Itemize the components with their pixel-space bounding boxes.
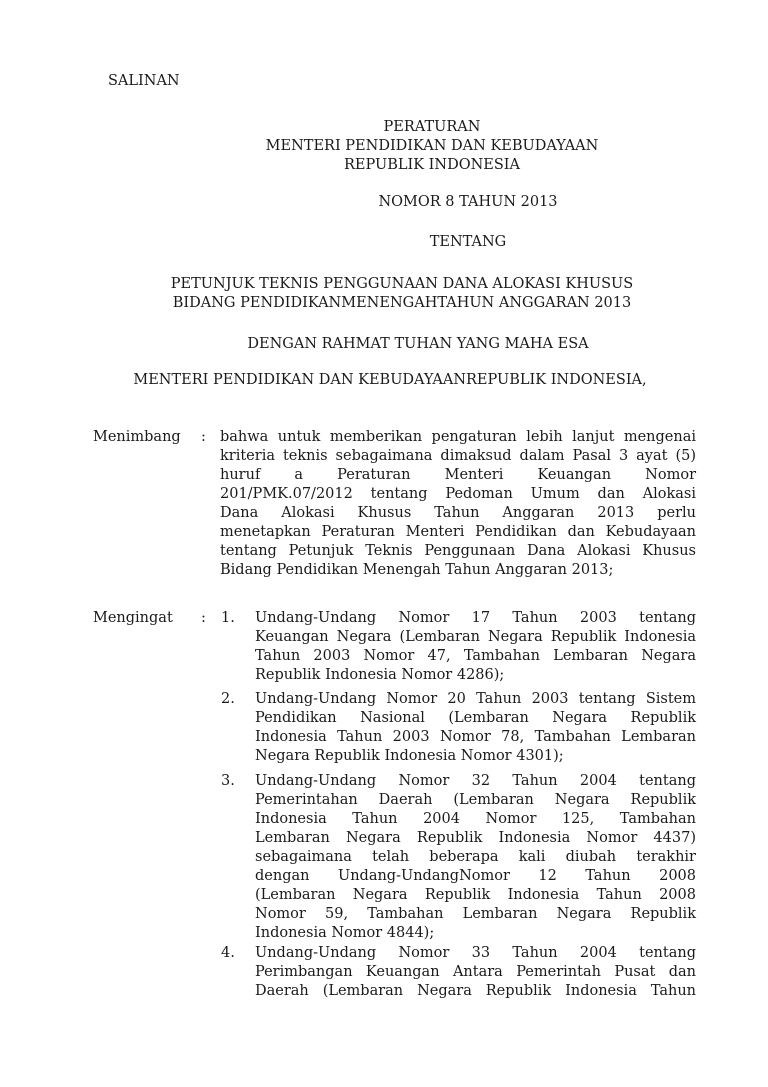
menimbang-colon: : (201, 429, 206, 445)
mengingat-item (255, 690, 696, 766)
menimbang-line: tentang Petunjuk Teknis Penggunaan Dana Alokasi Khusus (220, 543, 696, 559)
menimbang-line: huruf a Peraturan Menteri Keuangan Nomor (220, 467, 696, 483)
mengingat-item-number: 1. (221, 610, 235, 626)
mengingat-label: Mengingat (93, 610, 173, 626)
mengingat-item (255, 944, 696, 1001)
subject-line-1: PETUNJUK TEKNIS PENGGUNAAN DANA ALOKASI KHUSUS (170, 276, 634, 292)
mengingat-line: Indonesia Nomor 4844); (255, 925, 435, 941)
mengingat-item (255, 772, 696, 943)
menimbang-line: menetapkan Peraturan Menteri Pendidikan dan Kebudayaan (220, 524, 696, 540)
subject-heading (60, 275, 732, 313)
regulation-title: PERATURAN (383, 119, 481, 135)
regulation-heading (60, 118, 732, 175)
menimbang-label: Menimbang (93, 429, 181, 445)
mengingat-line: Republik Indonesia Nomor 4286); (255, 667, 505, 683)
subject-line-2: BIDANG PENDIDIKANMENENGAHTAHUN ANGGARAN 2013 (172, 295, 632, 311)
blessing-line: DENGAN RAHMAT TUHAN YANG MAHA ESA (247, 336, 589, 352)
menimbang-line: 201/PMK.07/2012 tentang Pedoman Umum dan Alokasi (220, 486, 696, 502)
mengingat-line: dengan Undang-UndangNomor 12 Tahun 2008 (255, 868, 696, 884)
regulation-number: NOMOR 8 TAHUN 2013 (378, 194, 558, 210)
mengingat-item (255, 609, 696, 685)
country-title: REPUBLIK INDONESIA (343, 157, 520, 173)
mengingat-line: Keuangan Negara (Lembaran Negara Republik Indonesia (255, 629, 696, 645)
mengingat-item-number: 4. (221, 945, 235, 961)
menimbang-paragraph (220, 428, 696, 580)
mengingat-line: Undang-Undang Nomor 32 Tahun 2004 tentang (255, 773, 696, 789)
mengingat-item-number: 2. (221, 691, 235, 707)
mengingat-line: (Lembaran Negara Republik Indonesia Tahun 2008 (255, 887, 696, 903)
menimbang-line: bahwa untuk memberikan pengaturan lebih lanjut mengenai (220, 429, 696, 445)
issuer-line: MENTERI PENDIDIKAN DAN KEBUDAYAANREPUBLIK INDONESIA, (133, 372, 647, 388)
mengingat-line: Nomor 59, Tambahan Lembaran Negara Republik (255, 906, 696, 922)
mengingat-item-number: 3. (221, 773, 235, 789)
mengingat-line: Indonesia Tahun 2003 Nomor 78, Tambahan Lembaran (255, 729, 696, 745)
mengingat-line: Negara Republik Indonesia Nomor 4301); (255, 748, 564, 764)
copy-label: SALINAN (108, 73, 180, 89)
mengingat-line: Pemerintahan Daerah (Lembaran Negara Republik (255, 792, 696, 808)
minister-title: MENTERI PENDIDIKAN DAN KEBUDAYAAN (265, 138, 599, 154)
mengingat-line: sebagaimana telah beberapa kali diubah terakhir (255, 849, 696, 865)
menimbang-line: Dana Alokasi Khusus Tahun Anggaran 2013 perlu (220, 505, 696, 521)
mengingat-colon: : (201, 610, 206, 626)
menimbang-line: Bidang Pendidikan Menengah Tahun Anggaran 2013; (220, 562, 614, 578)
mengingat-line: Daerah (Lembaran Negara Republik Indonesia Tahun (255, 983, 696, 999)
menimbang-line: kriteria teknis sebagaimana dimaksud dalam Pasal 3 ayat (5) (220, 448, 696, 464)
mengingat-line: Undang-Undang Nomor 33 Tahun 2004 tentang (255, 945, 696, 961)
mengingat-line: Lembaran Negara Republik Indonesia Nomor 4437) (255, 830, 696, 846)
mengingat-line: Tahun 2003 Nomor 47, Tambahan Lembaran Negara (255, 648, 696, 664)
about-label: TENTANG (429, 234, 507, 250)
mengingat-line: Pendidikan Nasional (Lembaran Negara Republik (255, 710, 696, 726)
mengingat-line: Undang-Undang Nomor 17 Tahun 2003 tentang (255, 610, 696, 626)
mengingat-line: Undang-Undang Nomor 20 Tahun 2003 tentang Sistem (255, 691, 696, 707)
mengingat-line: Indonesia Tahun 2004 Nomor 125, Tambahan (255, 811, 696, 827)
mengingat-line: Perimbangan Keuangan Antara Pemerintah Pusat dan (255, 964, 696, 980)
